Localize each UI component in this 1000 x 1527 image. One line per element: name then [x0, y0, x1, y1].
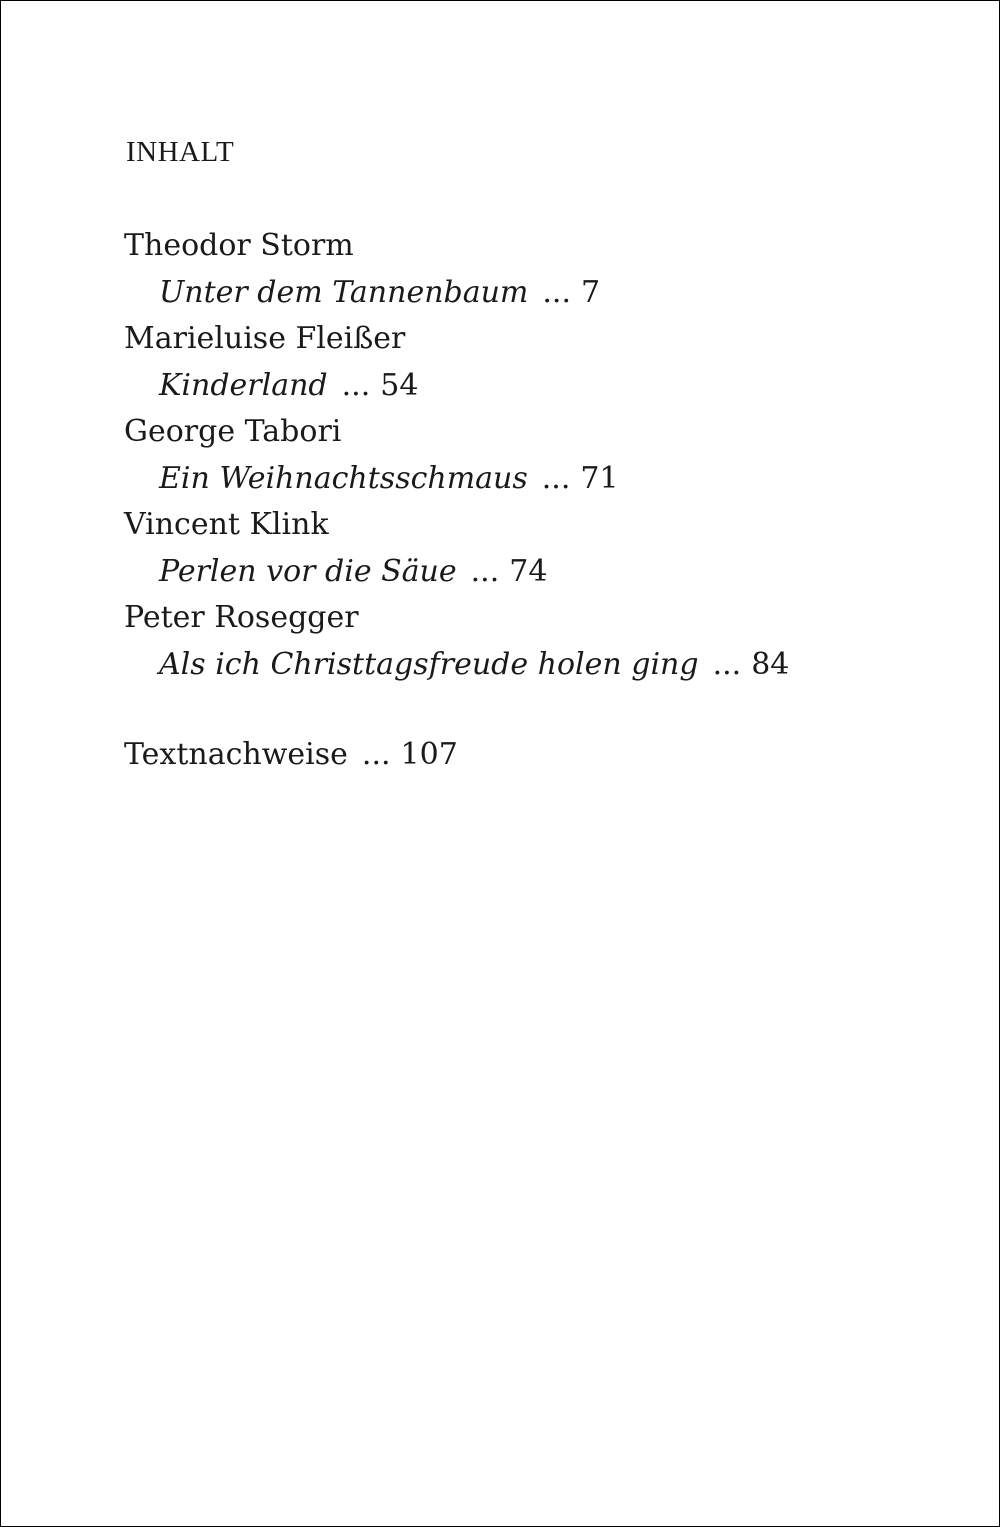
author-name: Vincent Klink [124, 507, 329, 542]
work-title: Kinderland [159, 367, 328, 403]
leader: ... [712, 646, 742, 682]
page-number: 71 [580, 460, 619, 496]
work-line[interactable] [124, 363, 884, 410]
work-title: Unter dem Tannenbaum [159, 274, 529, 310]
page-number: 7 [580, 274, 601, 310]
work-line[interactable] [124, 549, 884, 596]
spacer [124, 688, 884, 732]
work-line[interactable] [124, 270, 884, 317]
work-title: Ein Weihnachtsschmaus [159, 460, 528, 496]
leader: ... [341, 367, 371, 403]
table-of-contents [124, 223, 884, 779]
author-name: Theodor Storm [124, 228, 354, 263]
toc-entry [124, 409, 884, 502]
leader: ... [470, 553, 500, 589]
page-title: INHALT [126, 136, 235, 168]
page-number: 107 [400, 737, 458, 772]
author-name: Peter Rosegger [124, 600, 359, 635]
work-line[interactable] [124, 642, 884, 689]
work-title: Als ich Christtagsfreude holen ging [159, 646, 699, 682]
appendix-label: Textnachweise [124, 737, 348, 772]
work-title: Perlen vor die Säue [159, 553, 457, 589]
page-number: 84 [751, 646, 790, 682]
toc-entry [124, 316, 884, 409]
leader: ... [541, 460, 571, 496]
work-line[interactable] [124, 456, 884, 503]
leader: ... [542, 274, 571, 310]
author-name: Marieluise Fleißer [124, 321, 406, 356]
toc-entry [124, 502, 884, 595]
page-number: 54 [380, 367, 419, 403]
page-number: 74 [509, 553, 548, 589]
toc-entry [124, 223, 884, 316]
toc-entry [124, 595, 884, 688]
author-name: George Tabori [124, 414, 342, 449]
leader: ... [361, 737, 391, 772]
appendix-line[interactable] [124, 732, 884, 779]
